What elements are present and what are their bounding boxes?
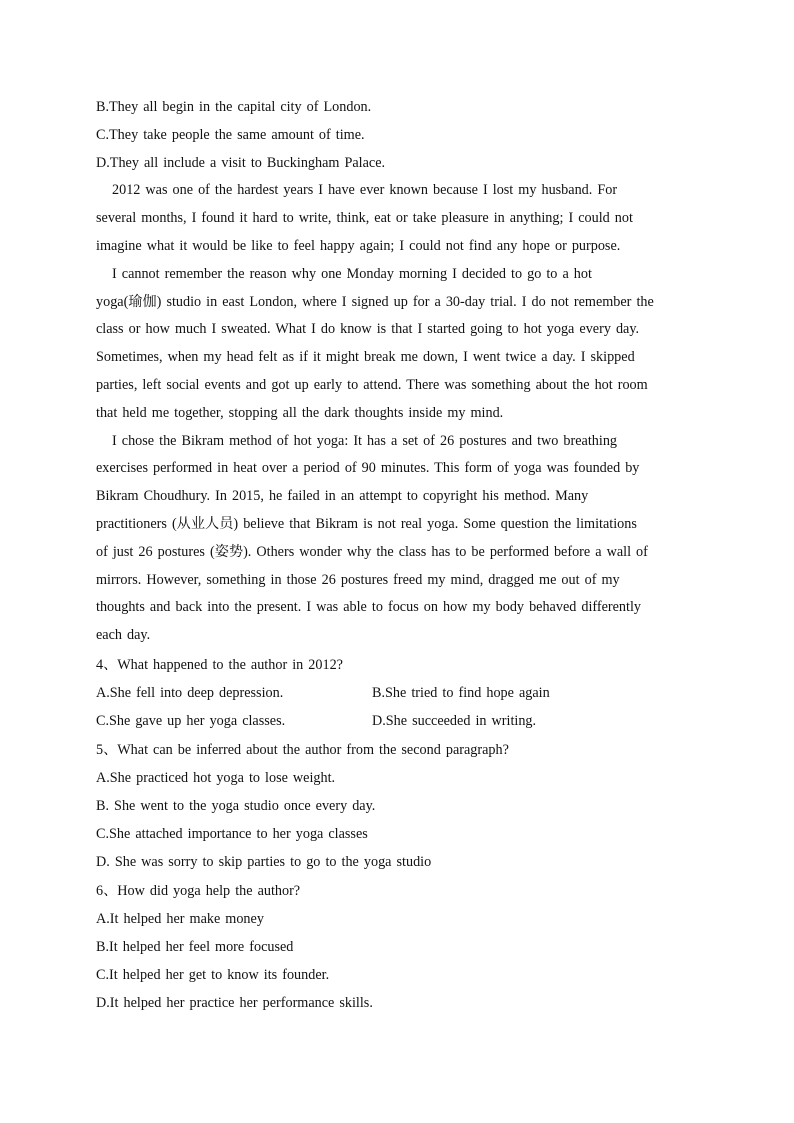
paragraph-line: of just 26 postures (姿势). Others wonder why the class has to be performed before a wall of [96,543,648,560]
paragraph-line: each day. [96,627,151,644]
paragraph-line: parties, left social events and got up early to attend. There was something about the hot room [96,376,648,393]
option-d: D.It helped her practice her performance skills. [96,994,373,1011]
paragraph-1 [96,177,696,260]
question-5 [96,737,696,876]
option-c: C.It helped her get to know its founder. [96,966,330,983]
paragraph-line: several months, I found it hard to write, think, eat or take pleasure in anything; I could not [96,210,633,227]
option-c: C.She attached importance to her yoga classes [96,825,368,842]
option-a: A.She fell into deep depression. [96,684,284,701]
paragraph-line: thoughts and back into the present. I was able to focus on how my body behaved differently [96,599,642,616]
question-4 [96,652,696,735]
option-b: B.They all begin in the capital city of London. [96,99,372,115]
question-stem: 6、How did yoga help the author? [96,883,301,900]
paragraph-line: practitioners (从业人员) believe that Bikram is not real yoga. Some question the limitations [96,515,637,532]
option-b: B. She went to the yoga studio once every day. [96,797,376,814]
option-d: D.They all include a visit to Buckingham Palace. [96,154,386,171]
option-row [96,680,696,708]
paragraph-line: exercises performed in heat over a period of 90 minutes. This form of yoga was founded by [96,460,640,477]
paragraph-2 [96,261,696,428]
paragraph-line: yoga(瑜伽) studio in east London, where I signed up for a 30-day trial. I do not remember the [96,293,654,310]
paragraph-line: imagine what it would be like to feel happy again; I could not find any hope or purpose. [96,237,621,254]
option-d: D.She succeeded in writing. [372,712,537,729]
question-stem: 4、What happened to the author in 2012? [96,656,343,673]
question-stem: 5、What can be inferred about the author from the second paragraph? [96,742,509,759]
option-c: C.She gave up her yoga classes. [96,712,286,729]
paragraph-3 [96,428,696,650]
paragraph-line: Bikram Choudhury. In 2015, he failed in an attempt to copyright his method. Many [96,488,589,505]
option-row [96,708,696,736]
document-page [96,94,696,1017]
question-6 [96,878,696,1017]
option-c: C.They take people the same amount of time. [96,126,365,143]
paragraph-line: that held me together, stopping all the dark thoughts inside my mind. [96,404,504,421]
paragraph-line: class or how much I sweated. What I do know is that I started going to hot yoga every day. [96,321,640,338]
paragraph-line: I chose the Bikram method of hot yoga: It has a set of 26 postures and two breathing [112,432,618,449]
option-b: B.She tried to find hope again [372,684,550,701]
paragraph-line: mirrors. However, something in those 26 postures freed my mind, dragged me out of my [96,571,620,588]
paragraph-line: I cannot remember the reason why one Monday morning I decided to go to a hot [112,265,592,282]
option-a: A.It helped her make money [96,911,264,928]
option-d: D. She was sorry to skip parties to go to the yoga studio [96,853,432,870]
option-a: A.She practiced hot yoga to lose weight. [96,770,336,787]
passage [96,177,696,650]
paragraph-line: Sometimes, when my head felt as if it might break me down, I went twice a day. I skipped [96,349,635,366]
paragraph-line: 2012 was one of the hardest years I have ever known because I lost my husband. For [112,182,618,199]
option-b: B.It helped her feel more focused [96,938,294,955]
previous-question-options [96,94,696,177]
